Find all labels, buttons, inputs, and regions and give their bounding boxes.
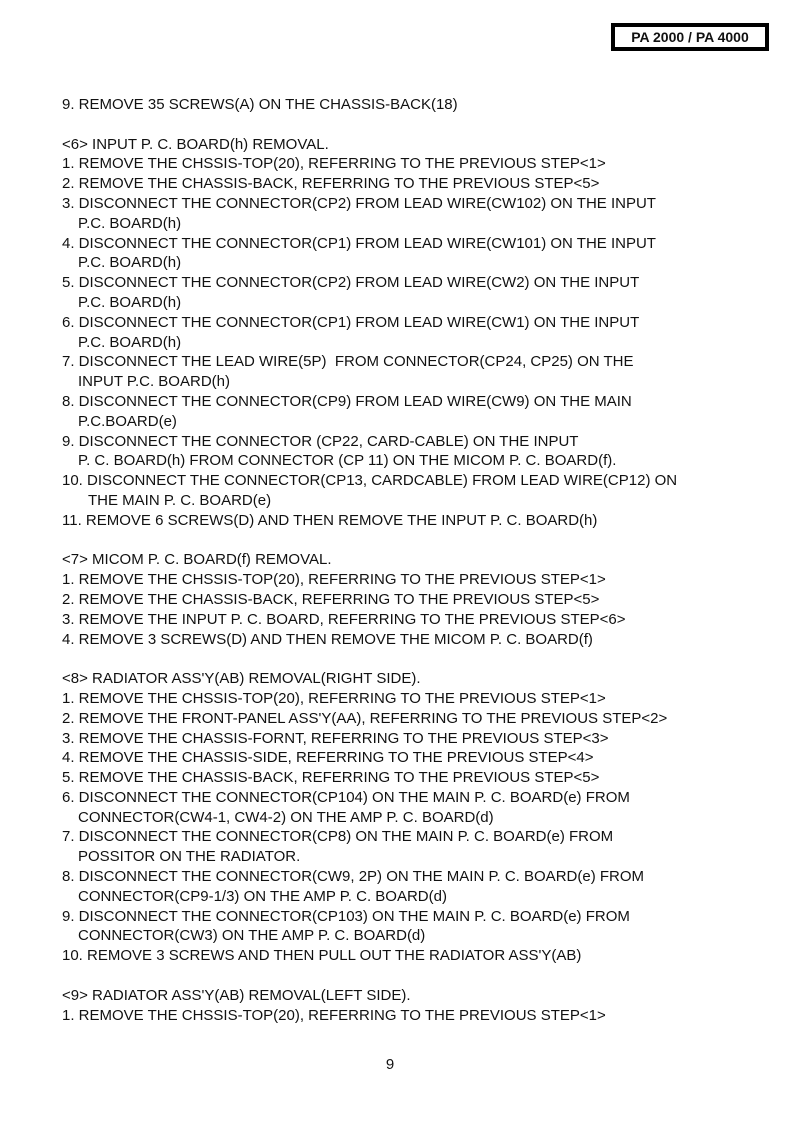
- step: [62, 610, 762, 630]
- intro-step: 9. REMOVE 35 SCREWS(A) ON THE CHASSIS-BACK(18): [62, 96, 458, 113]
- step: [62, 570, 762, 590]
- step: [62, 174, 762, 194]
- section: [62, 135, 762, 531]
- step-text: 11. REMOVE 6 SCREWS(D) AND THEN REMOVE THE INPUT P. C. BOARD(h): [62, 511, 598, 529]
- step: [62, 471, 762, 511]
- step-text: 5. REMOVE THE CHASSIS-BACK, REFERRING TO THE PREVIOUS STEP<5>: [62, 769, 600, 787]
- step: [62, 788, 762, 828]
- step-text: 1. REMOVE THE CHSSIS-TOP(20), REFERRING TO THE PREVIOUS STEP<1>: [62, 571, 606, 589]
- step-text: 10. DISCONNECT THE CONNECTOR(CP13, CARDCABLE) FROM LEAD WIRE(CP12) ON: [62, 472, 678, 490]
- step-text: 10. REMOVE 3 SCREWS AND THEN PULL OUT THE RADIATOR ASS'Y(AB): [62, 947, 582, 965]
- step: [62, 511, 762, 531]
- step-text: 5. DISCONNECT THE CONNECTOR(CP2) FROM LEAD WIRE(CW2) ON THE INPUT: [62, 274, 640, 292]
- step-text: 1. REMOVE THE CHSSIS-TOP(20), REFERRING TO THE PREVIOUS STEP<1>: [62, 1006, 606, 1024]
- section-heading: <9> RADIATOR ASS'Y(AB) REMOVAL(LEFT SIDE).: [62, 986, 411, 1004]
- step-continuation: THE MAIN P. C. BOARD(e): [88, 491, 272, 509]
- page-number: 9: [385, 1056, 395, 1073]
- step-text: 6. DISCONNECT THE CONNECTOR(CP104) ON THE MAIN P. C. BOARD(e) FROM: [62, 788, 630, 806]
- step: [62, 827, 762, 867]
- step-text: 7. DISCONNECT THE CONNECTOR(CP8) ON THE MAIN P. C. BOARD(e) FROM: [62, 828, 614, 846]
- step: [62, 234, 762, 274]
- step-text: 4. DISCONNECT THE CONNECTOR(CP1) FROM LEAD WIRE(CW101) ON THE INPUT: [62, 234, 656, 252]
- step-text: 1. REMOVE THE CHSSIS-TOP(20), REFERRING TO THE PREVIOUS STEP<1>: [62, 155, 606, 173]
- step: [62, 630, 762, 650]
- step: [62, 748, 762, 768]
- step: [62, 729, 762, 749]
- section-heading: <8> RADIATOR ASS'Y(AB) REMOVAL(RIGHT SIDE).: [62, 670, 421, 688]
- blank-line: [62, 115, 762, 135]
- step-text: 1. REMOVE THE CHSSIS-TOP(20), REFERRING TO THE PREVIOUS STEP<1>: [62, 689, 606, 707]
- step: [62, 946, 762, 966]
- step-continuation: CONNECTOR(CW4-1, CW4-2) ON THE AMP P. C. BOARD(d): [78, 808, 494, 826]
- blank-line: [62, 966, 762, 986]
- step-continuation: P.C. BOARD(h): [78, 254, 182, 272]
- step-text: 2. REMOVE THE CHASSIS-BACK, REFERRING TO THE PREVIOUS STEP<5>: [62, 175, 600, 193]
- step-text: 6. DISCONNECT THE CONNECTOR(CP1) FROM LEAD WIRE(CW1) ON THE INPUT: [62, 313, 640, 331]
- step: [62, 194, 762, 234]
- section-heading: <7> MICOM P. C. BOARD(f) REMOVAL.: [62, 551, 332, 569]
- step-text: 3. DISCONNECT THE CONNECTOR(CP2) FROM LEAD WIRE(CW102) ON THE INPUT: [62, 194, 656, 212]
- model-label: PA 2000 / PA 4000: [611, 23, 769, 51]
- step-continuation: INPUT P.C. BOARD(h): [78, 373, 230, 391]
- document-body: [62, 95, 762, 1025]
- step-text: 2. REMOVE THE FRONT-PANEL ASS'Y(AA), REFERRING TO THE PREVIOUS STEP<2>: [62, 709, 668, 727]
- step-text: 8. DISCONNECT THE CONNECTOR(CP9) FROM LEAD WIRE(CW9) ON THE MAIN: [62, 392, 632, 410]
- step-text: 2. REMOVE THE CHASSIS-BACK, REFERRING TO THE PREVIOUS STEP<5>: [62, 590, 600, 608]
- blank-line: [62, 531, 762, 551]
- step: [62, 768, 762, 788]
- step: [62, 352, 762, 392]
- step-text: 9. DISCONNECT THE CONNECTOR(CP103) ON THE MAIN P. C. BOARD(e) FROM: [62, 907, 630, 925]
- step-continuation: P.C. BOARD(h): [78, 293, 182, 311]
- step: [62, 1006, 762, 1026]
- step: [62, 273, 762, 313]
- step: [62, 392, 762, 432]
- step-text: 3. REMOVE THE CHASSIS-FORNT, REFERRING TO THE PREVIOUS STEP<3>: [62, 729, 609, 747]
- section: [62, 550, 762, 649]
- step: [62, 689, 762, 709]
- step-continuation: P.C.BOARD(e): [78, 412, 177, 430]
- step-text: 9. DISCONNECT THE CONNECTOR (CP22, CARD-CABLE) ON THE INPUT: [62, 432, 579, 450]
- step: [62, 867, 762, 907]
- step-text: 3. REMOVE THE INPUT P. C. BOARD, REFERRING TO THE PREVIOUS STEP<6>: [62, 610, 626, 628]
- step-text: 7. DISCONNECT THE LEAD WIRE(5P) FROM CONNECTOR(CP24, CP25) ON THE: [62, 353, 634, 371]
- step: [62, 709, 762, 729]
- step-continuation: CONNECTOR(CP9-1/3) ON THE AMP P. C. BOARD(d): [78, 887, 447, 905]
- section: [62, 669, 762, 966]
- step: [62, 590, 762, 610]
- step-continuation: P. C. BOARD(h) FROM CONNECTOR (CP 11) ON THE MICOM P. C. BOARD(f).: [78, 452, 617, 470]
- step-continuation: P.C. BOARD(h): [78, 333, 182, 351]
- blank-line: [62, 649, 762, 669]
- step: [62, 907, 762, 947]
- section-heading: <6> INPUT P. C. BOARD(h) REMOVAL.: [62, 135, 329, 153]
- step-continuation: POSSITOR ON THE RADIATOR.: [78, 848, 301, 866]
- step: [62, 154, 762, 174]
- step-continuation: CONNECTOR(CW3) ON THE AMP P. C. BOARD(d): [78, 927, 426, 945]
- step: [62, 432, 762, 472]
- step-text: 4. REMOVE THE CHASSIS-SIDE, REFERRING TO THE PREVIOUS STEP<4>: [62, 749, 594, 767]
- step-continuation: P.C. BOARD(h): [78, 214, 182, 232]
- section: [62, 986, 762, 1026]
- step: [62, 313, 762, 353]
- step-text: 4. REMOVE 3 SCREWS(D) AND THEN REMOVE THE MICOM P. C. BOARD(f): [62, 630, 593, 648]
- step-text: 8. DISCONNECT THE CONNECTOR(CW9, 2P) ON THE MAIN P. C. BOARD(e) FROM: [62, 868, 645, 886]
